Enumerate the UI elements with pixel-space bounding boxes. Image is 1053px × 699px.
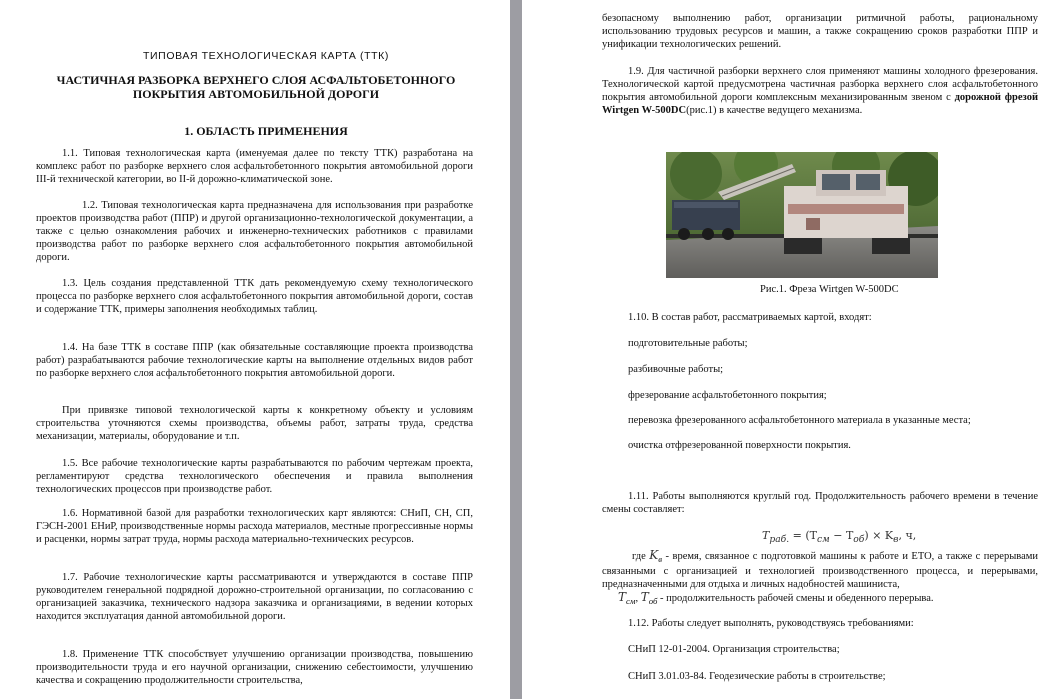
paragraph-1-7: 1.7. Рабочие технологические карты рассматриваются и утверждаются в составе ППР руководителем генеральной подрядной дорожно-строительной организации, по согласованию с организацией заказчика, технического надзора заказчика и организациями, в ведении которых находится эксплуатация данной автомобильной дороги. xyxy=(36,572,473,622)
paragraph-1-9-text: 1.9. Для частичной разборки верхнего слоя применяют машины холодного фрезерования. Технологической картой предусмотрена частичная разборка верхнего слоя асфальтобетонного покрытия автомобильной дороги комплексным механизированным звеном с xyxy=(602,66,1038,103)
work-item-3: фрезерование асфальтобетонного покрытия; xyxy=(628,390,827,401)
milling-machine-photo xyxy=(666,152,938,278)
document-type: ТИПОВАЯ ТЕХНОЛОГИЧЕСКАЯ КАРТА (ТТК) xyxy=(143,50,389,62)
formula-subscript: в xyxy=(893,534,899,546)
work-item-5: очистка отфрезерованной поверхности покрытия. xyxy=(628,440,851,451)
left-page xyxy=(0,0,510,699)
formula-subscript: раб. xyxy=(769,534,790,546)
snip-item-1: СНиП 12-01-2004. Организация строительства; xyxy=(628,644,840,655)
paragraph-1-10: 1.10. В состав работ, рассматриваемых картой, входят: xyxy=(628,312,872,323)
paragraph-1-9 xyxy=(602,66,1038,118)
section-heading: 1. ОБЛАСТЬ ПРИМЕНЕНИЯ xyxy=(184,124,348,138)
milling-machine-name: дорожной фрезой Wirtgen W-500DC xyxy=(602,91,1039,116)
paragraph-1-6: 1.6. Нормативной базой для разработки технологических карт являются: СНиП, СН, СП, ГЭСН-2001 ЕНиР, производственные нормы расхода материалов, местные прогрессивные нормы и расценки, нормы затрат труда, нормы расхода материально-технических ресурсов. xyxy=(36,508,473,545)
work-item-2: разбивочные работы; xyxy=(628,364,724,375)
formula-part: − T xyxy=(829,529,854,542)
figure-caption: Рис.1. Фреза Wirtgen W-500DC xyxy=(760,284,899,295)
kv-symbol: K xyxy=(649,548,659,562)
dump-truck xyxy=(672,200,740,240)
paragraph-1-1: 1.1. Типовая технологическая карта (именуемая далее по тексту ТТК) разработана на комплекс работ по разборке верхнего слоя асфальтобетонного покрытия автомобильной дороги III-й технической категории, во II-й дорожно-климатической зоне. xyxy=(36,148,473,185)
kv-subscript: в xyxy=(658,554,663,565)
formula-subscript: об xyxy=(853,534,865,546)
paragraph-1-8: 1.8. Применение ТТК способствует улучшению организации производства, повышению производительности труда и его научной организации, снижению себестоимости, улучшению качества и сокращению продолжительности строительства, xyxy=(36,649,473,686)
right-page xyxy=(522,0,1053,699)
formula-explanation xyxy=(602,549,1038,592)
formula-part: = (T xyxy=(792,529,818,542)
tcm-subscript: см xyxy=(626,596,636,607)
formula-part: ) × K xyxy=(864,529,894,542)
formula-symbol: T xyxy=(762,529,770,542)
paragraph-1-8-continued: безопасному выполнению работ, организации ритмичной работы, рациональному использованию трудовых ресурсов и машин, а также сокращению сроков разработки ППР и унификации технологических решений. xyxy=(602,13,1038,50)
work-item-4: перевозка фрезерованного асфальтобетонного материала в указанные места; xyxy=(628,415,971,426)
page-gutter xyxy=(510,0,522,699)
document-title: ЧАСТИЧНАЯ РАЗБОРКА ВЕРХНЕГО СЛОЯ АСФАЛЬТОБЕТОННОГО ПОКРЫТИЯ АВТОМОБИЛЬНОЙ ДОРОГИ xyxy=(56,73,456,101)
paragraph-1-11: 1.11. Работы выполняются круглый год. Продолжительность рабочего времени в течение смены составляет: xyxy=(602,491,1038,515)
tcm-tob-explanation: $T_{см}$, $T_{об}$ - продолжительность рабочей смены и обеденного перерыва. xyxy=(618,590,934,607)
kv-explanation: - время, связанное с подготовкой машины к работе и ЕТО, а также с перерывами связанными с организацией и технологией производственного процесса, и перерывами, предназначенными для отдыха и личных надобностей машиниста, xyxy=(602,551,1039,590)
tob-symbol: T xyxy=(640,590,649,604)
tcm-tob-text: - продолжительность рабочей смены и обеденного перерыва. xyxy=(657,593,934,604)
paragraph-1-3: 1.3. Цель создания представленной ТТК дать рекомендуемую схему технологического процесса по разборке верхнего слоя асфальтобетонного покрытия автомобильной дороги, состав и содержание ТТК, примеры заполнения необходимых таблиц. xyxy=(36,278,473,315)
snip-item-2: СНиП 3.01.03-84. Геодезические работы в строительстве; xyxy=(628,671,886,682)
paragraph-binding: При привязке типовой технологической карты к конкретному объекту и условиям строительства уточняются схемы производства, объемы работ, затраты труда, средства механизации, материалы, оборудование и т.п. xyxy=(36,405,473,442)
where-label: где xyxy=(632,551,646,562)
paragraph-1-9-text-end: (рис.1) в качестве ведущего механизма. xyxy=(686,104,863,116)
tcm-symbol: T xyxy=(618,590,627,604)
paragraph-1-12: 1.12. Работы следует выполнять, руководствуясь требованиями: xyxy=(628,618,914,629)
tob-subscript: об xyxy=(648,596,658,607)
paragraph-1-2: 1.2. Типовая технологическая карта предназначена для использования при разработке проектов производства работ (ППР) и другой организационно-технологической документации, а также с целью ознакомления рабочих и инженерно-технических работников с правилами производства работ по разборке верхнего слоя асфальтобетонного покрытия автомобильной дороги. xyxy=(36,200,473,263)
paragraph-1-4: 1.4. На базе ТТК в составе ППР (как обязательные составляющие проекта производства работ) разрабатываются рабочие технологические карты на выполнение отдельных видов работ по разборке верхнего слоя асфальтобетонного покрытия автомобильной дороги. xyxy=(36,342,473,379)
work-item-1: подготовительные работы; xyxy=(628,338,748,349)
formula-unit: , ч, xyxy=(898,529,917,542)
work-time-formula xyxy=(762,529,916,545)
formula-subscript: см xyxy=(817,534,830,546)
paragraph-1-5: 1.5. Все рабочие технологические карты разрабатываются по рабочим чертежам проекта, регламентируют средства технологического обеспечения и правила выполнения технологических процессов при производстве работ. xyxy=(36,458,473,495)
